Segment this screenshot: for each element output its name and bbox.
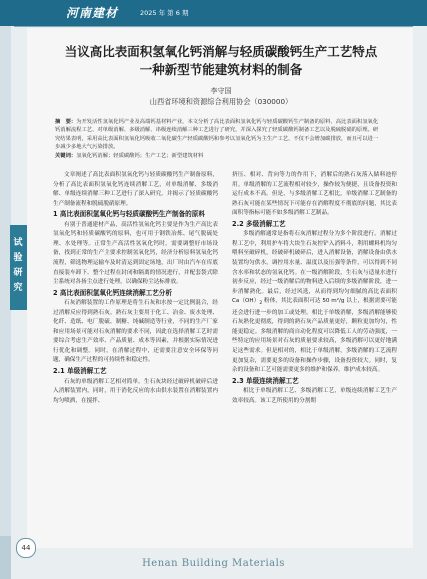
paragraph-3: 石灰的单级消解工艺相对简单。生石灰块经过破碎机破碎后进入消解装置内，同时，用于消化反应的水由供水装置在消解装置内均匀喷洒，在搅拌、 <box>53 378 218 404</box>
section-heading-1: 1 高比表面积氢氧化钙与轻质碳酸钙生产制备的原料 <box>53 210 205 219</box>
abstract-label: 摘 要： <box>55 119 77 125</box>
header-divider <box>14 26 413 27</box>
keywords-label: 关键词： <box>55 152 77 159</box>
paragraph-multistage <box>232 230 397 375</box>
section-label: 试验研究 <box>13 238 23 293</box>
section-heading-2-3: 2.3 单级连续消解工艺 <box>232 376 299 385</box>
keywords <box>55 152 383 160</box>
paragraph-1: 有别于普通建材产品，高活性氢氧化钙主要是作为生产高比表氢氧化钙和轻质碳酸钙的原料，也可用于钢铁冶炼、尾气脱硫处理、水处理等。正常生产高活性氢氧化钙时，需要调整好市场设备，找到正常的生产主要求控制氢氧化钙，经济分析原料氢氧化钙流程，筛选物理运输车及时清运到固定场地，出厂时由汽车在库底直接装车卸下。整个过程在封闭和隔离的情况进行，并配套袋式除尘系统对各扬尘点进行处理，以确保粉尘达标排放。 <box>53 221 218 286</box>
subscript-2: 2 <box>259 301 263 307</box>
article-title <box>29 43 413 79</box>
keywords-text: 氢氧化钙消解；轻质碳酸钙；生产工艺；新型建筑材料 <box>76 152 204 159</box>
author-affiliation: 山西省环境和资源综合利用协会（030000） <box>149 97 293 106</box>
page-number: 44 <box>16 538 36 558</box>
section-heading-2: 2 高比表面积氢氧化钙连续消解工艺分析 <box>53 288 172 297</box>
title-line-2: 一种新型节能建筑材料的制备 <box>139 62 303 77</box>
title-line-1: 当议高比表面积氢氧化钙消解与轻质碳酸钙生产工艺特点 <box>64 44 378 59</box>
paragraph-multistage-b: 粉体，其比表面积可达 50 m²/g 以上，根据需要可能还会进行进一步的加工或处理。相比于单级消解，多级消解能够使石灰熟化更彻底，得到的熟石灰产品质量更好，颗粒更加均匀，性能更稳定。多级消解的商自动化程度可以降低工人的劳动强度，一些特定的应用场景对石灰的质量要求较高，多级消解可以更好地满足这些需求。但是相对的，相比于单级消解，多级消解的工艺流程更加复杂，需要更多的设备和操作步骤，设备投资较大。同时，复杂的设备和工艺可能需要更多的维护和保养。维护成本较高。 <box>232 298 397 374</box>
abstract-text: 为开发活性氢氧化钙产业及高端钙基材料产业，本文分析了高比表面积氢氧化钙与轻质碳酸钙生产制备的原料、高比表面积氢氧化钙消解流程工艺、对单级消解、多级消解、串级连续消解三种工艺进行了研究，并深入探究了轻质碳酸钙制备工艺以及脱硫脱硝的原理。研究结果表明，采用高比表面积氢氧化钙吸收二氧化碳生产轻质碳酸钙和参考以氢氧化钙为主生产工艺，不仅不会增加碳排放，而且可以进一步减少多地大气污染排放。 <box>55 119 379 151</box>
issue-label: 2025 年 第 6 期 <box>140 9 189 17</box>
paragraph-continued: 挤压、相对、背向等力的作用下，消解后的熟石灰落入储料池停用。单级消解的工艺流程相对较少，操作较为便捷，且设备投资和运行成本不高。但是，与多级消解工艺相比，单级消解工艺制备的熟石灰可能在某些情况下可能存在消解程度不彻底的问题，其比表面积等指标可能不如多级消解工艺制品。 <box>232 172 397 217</box>
intro-paragraph: 文章阐述了高比表面积氢氧化钙与轻质碳酸钙生产制备原料，分析了高比表面积氢氧化钙连续消解工艺，对单级消解、多级消解、单级连续消解三种工艺进行了深入研究，并揭示了轻质碳酸钙生产制备流程和脱硫脱硝原理。 <box>53 172 218 207</box>
paragraph-multistage-a: 多级消解通常是指将石灰消解过程分为多个阶段进行。消解过程工艺中，利用护车将大块生石灰控铲入消料斗，利用螺料机均匀喂料至破碎机，经破碎机破碎后，进入消解设备，消解设备由供水装置均匀供水，调控用水量、温度以及压强等条件，可以得到不同含水率和状态的氢氧化钙。在一级消解阶段，生石灰与适量水进行初步反应，经过一级消解后的物料进入后续的多级消解阶段，进一步消解熟化。最后，经过风选，从而得到均匀细腻的高比表面积 Ca（OH） <box>232 231 397 305</box>
abstract <box>55 118 383 152</box>
journal-header-bar <box>0 0 427 26</box>
journal-name: 河南建材 <box>66 6 119 20</box>
section-heading-2-1: 2.1 单级消解工艺 <box>53 367 107 376</box>
author-name: 李守国 <box>210 87 232 95</box>
section-heading-2-2: 2.2 多级消解工艺 <box>232 219 286 228</box>
right-column <box>232 171 397 406</box>
paragraph-2: 石灰消解装置的工作原理是将生石灰和水按一定比例混合，经过消解反应得到熟石灰。熟石灰主要用于化工、冶金、废水处理、化纤、造纸、电厂脱硫、制糖、纯碱制造等行业，不同的生产厂家和应用场景可能对石灰消解的要求不同，因此在选择消解工艺时需要综合考虑生产效率、产品质量、成本等因素，并根据实际情况进行优化和调整。同时，在消解过程中，还需要注意安全环保等问题，确保生产过程的可持续性和稳定性。 <box>53 300 218 364</box>
left-column <box>53 171 218 406</box>
paragraph-continuous: 相比于单级消解工艺、多级消解工艺，单级连续消解工艺生产效率较高。该工艺所使用的分割期 <box>232 388 397 404</box>
abstract-block <box>55 118 383 160</box>
journal-english-name: Henan Building Materials <box>142 558 285 569</box>
